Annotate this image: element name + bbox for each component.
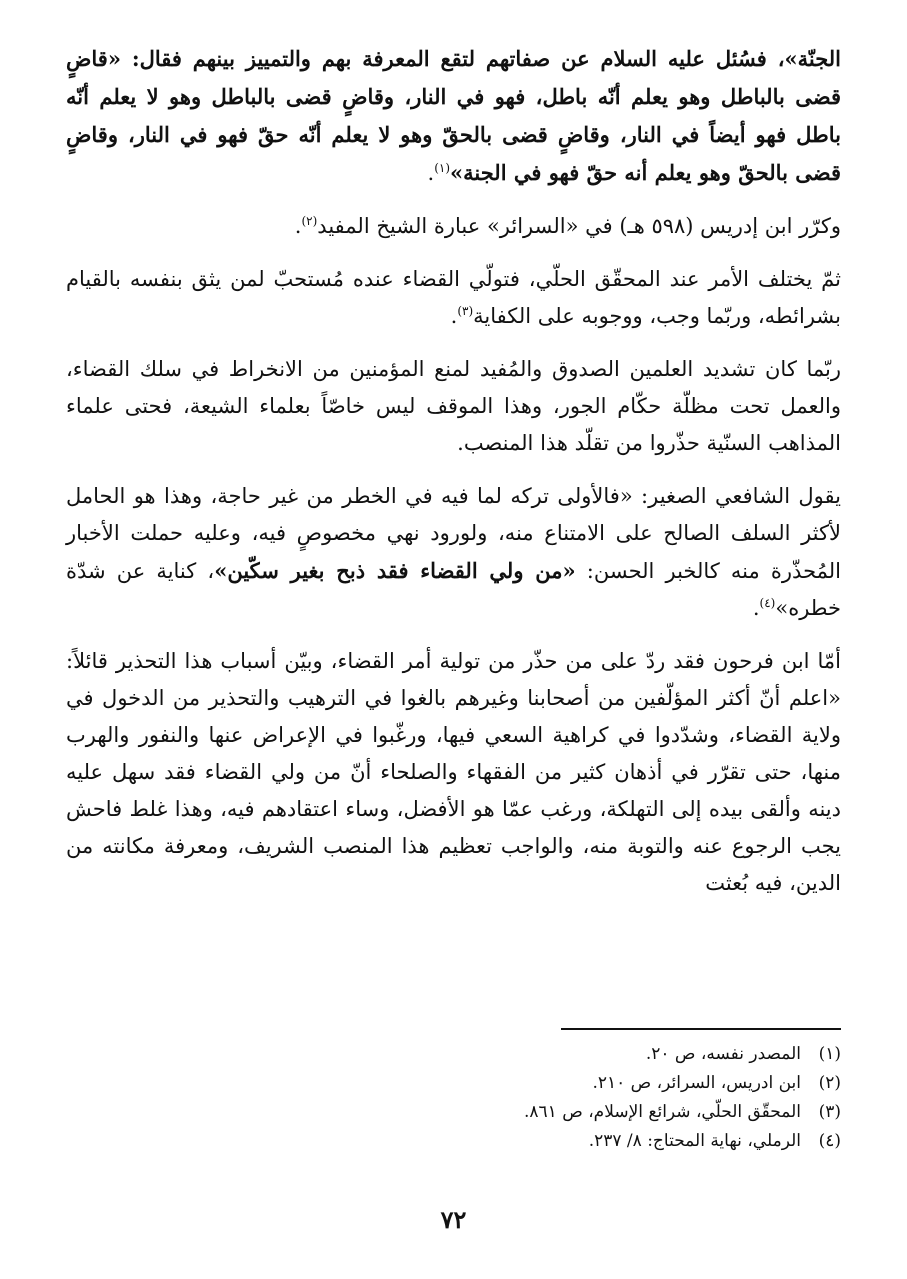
footnote-text: المحقّق الحلّي، شرائع الإسلام، ص ٨٦١. xyxy=(524,1102,801,1122)
paragraph-text-segment: أمّا ابن فرحون فقد ردّ على من حذّر من تولية أمر القضاء، وبيّن أسباب هذا التحذير قائلاً: «اعلم أنّ أكثر المؤلّفين من أصحابنا وغيرهم بالغوا في الترهيب والتحذير من الدخول في ولاية القضاء، وشدّدوا في كراهية السعي فيها، ورغّبوا في الإعراض عنها والنفور والهرب منها، حتى تقرّر في أذهان كثير من الفقهاء والصلحاء أنّ من ولي القضاء فقد سهل عليه دينه وألقى بيده إلى التهلكة، ورغب عمّا هو الأفضل، وساء اعتقادهم فيه، وهذا غلط فاحش يجب الرجوع عنه والتوبة منه، والواجب تعظيم هذا المنصب الشريف، ومعرفة مكانته من الدين، فيه بُعثت xyxy=(66,649,841,895)
footnote-reference: (١) xyxy=(434,161,451,175)
footnote-divider xyxy=(561,1028,841,1030)
paragraph-text-segment: «من ولي القضاء فقد ذبح بغير سكّين» xyxy=(214,558,576,583)
footnote-reference: (٤) xyxy=(759,596,776,610)
footnote-number: (١) xyxy=(818,1044,841,1064)
paragraph-p6 xyxy=(66,643,841,902)
paragraph-tail: . xyxy=(450,304,458,328)
footnote-text: ابن ادريس، السرائر، ص ٢١٠. xyxy=(592,1073,801,1093)
paragraph-text-segment: «قاضٍ قضى بالباطل وهو يعلم أنّه باطل، فهو في النار، وقاضٍ قضى بالباطل وهو لا يعلم أنّه باطل فهو أيضاً في النار، وقاضٍ قضى بالحقّ وهو لا يعلم أنّه حقّ فهو في النار، وقاضٍ قضى بالحقّ وهو يعلم أنه حقّ فهو في الجنة» xyxy=(66,46,841,185)
paragraph-text-segment: ، كناية عن شدّة خطره» xyxy=(66,559,841,620)
footnote-item xyxy=(66,1040,841,1069)
footnote-item xyxy=(66,1098,841,1127)
paragraph-text-segment: ربّما كان تشديد العلمين الصدوق والمُفيد لمنع المؤمنين من الانخراط في سلك القضاء، والعمل تحت مظلّة حكّام الجور، وهذا الموقف ليس خاصّاً بعلماء الشيعة، فحتى علماء المذاهب السنّية حذّروا من تقلّد هذا المنصب. xyxy=(66,357,841,455)
paragraph-tail: . xyxy=(294,214,302,238)
paragraph-p5 xyxy=(66,478,841,627)
paragraph-p4 xyxy=(66,351,841,462)
main-text xyxy=(66,40,841,918)
footnote-reference: (٢) xyxy=(301,214,318,228)
footnote-number: (٢) xyxy=(818,1073,841,1093)
paragraph-p1 xyxy=(66,40,841,192)
footnote-item xyxy=(66,1069,841,1098)
footnote-text: المصدر نفسه، ص ٢٠. xyxy=(645,1044,801,1064)
footnote-item xyxy=(66,1127,841,1156)
paragraph-text-segment: يقول الشافعي الصغير: «فالأولى تركه لما فيه في الخطر من غير حاجة، وهذا هو الحامل لأكثر السلف الصالح على الامتناع منه، ولورود نهي مخصوصٍ فيه، وعليه حملت الأخبار المُحذّرة منه كالخبر الحسن: xyxy=(66,484,842,583)
paragraph-tail: . xyxy=(427,161,435,185)
paragraph-tail: . xyxy=(752,596,760,620)
paragraph-text-segment: ثمّ يختلف الأمر عند المحقّق الحلّي، فتولّي القضاء عنده مُستحبّ لمن يثق بنفسه بالقيام بشرائطه، وربّما وجب، ووجوبه على الكفاية xyxy=(66,267,841,328)
footnote-number: (٣) xyxy=(818,1102,841,1122)
page-number: ٧٢ xyxy=(440,1205,467,1234)
footnote-text: الرملي، نهاية المحتاج: ٨/ ٢٣٧. xyxy=(588,1131,801,1151)
paragraph-p2 xyxy=(66,208,841,245)
paragraph-text-segment: وكرّر ابن إدريس (٥٩٨ هـ) في «السرائر» عبارة الشيخ المفيد xyxy=(317,214,841,238)
paragraph-p3 xyxy=(66,261,841,335)
footnote-number: (٤) xyxy=(818,1131,841,1151)
paragraph-text-segment: الجنّة»، فسُئل عليه السلام عن صفاتهم لتقع المعرفة بهم والتمييز بينهم فقال: xyxy=(120,46,841,71)
footnote-reference: (٣) xyxy=(457,304,474,318)
footnotes-section xyxy=(66,1040,841,1156)
